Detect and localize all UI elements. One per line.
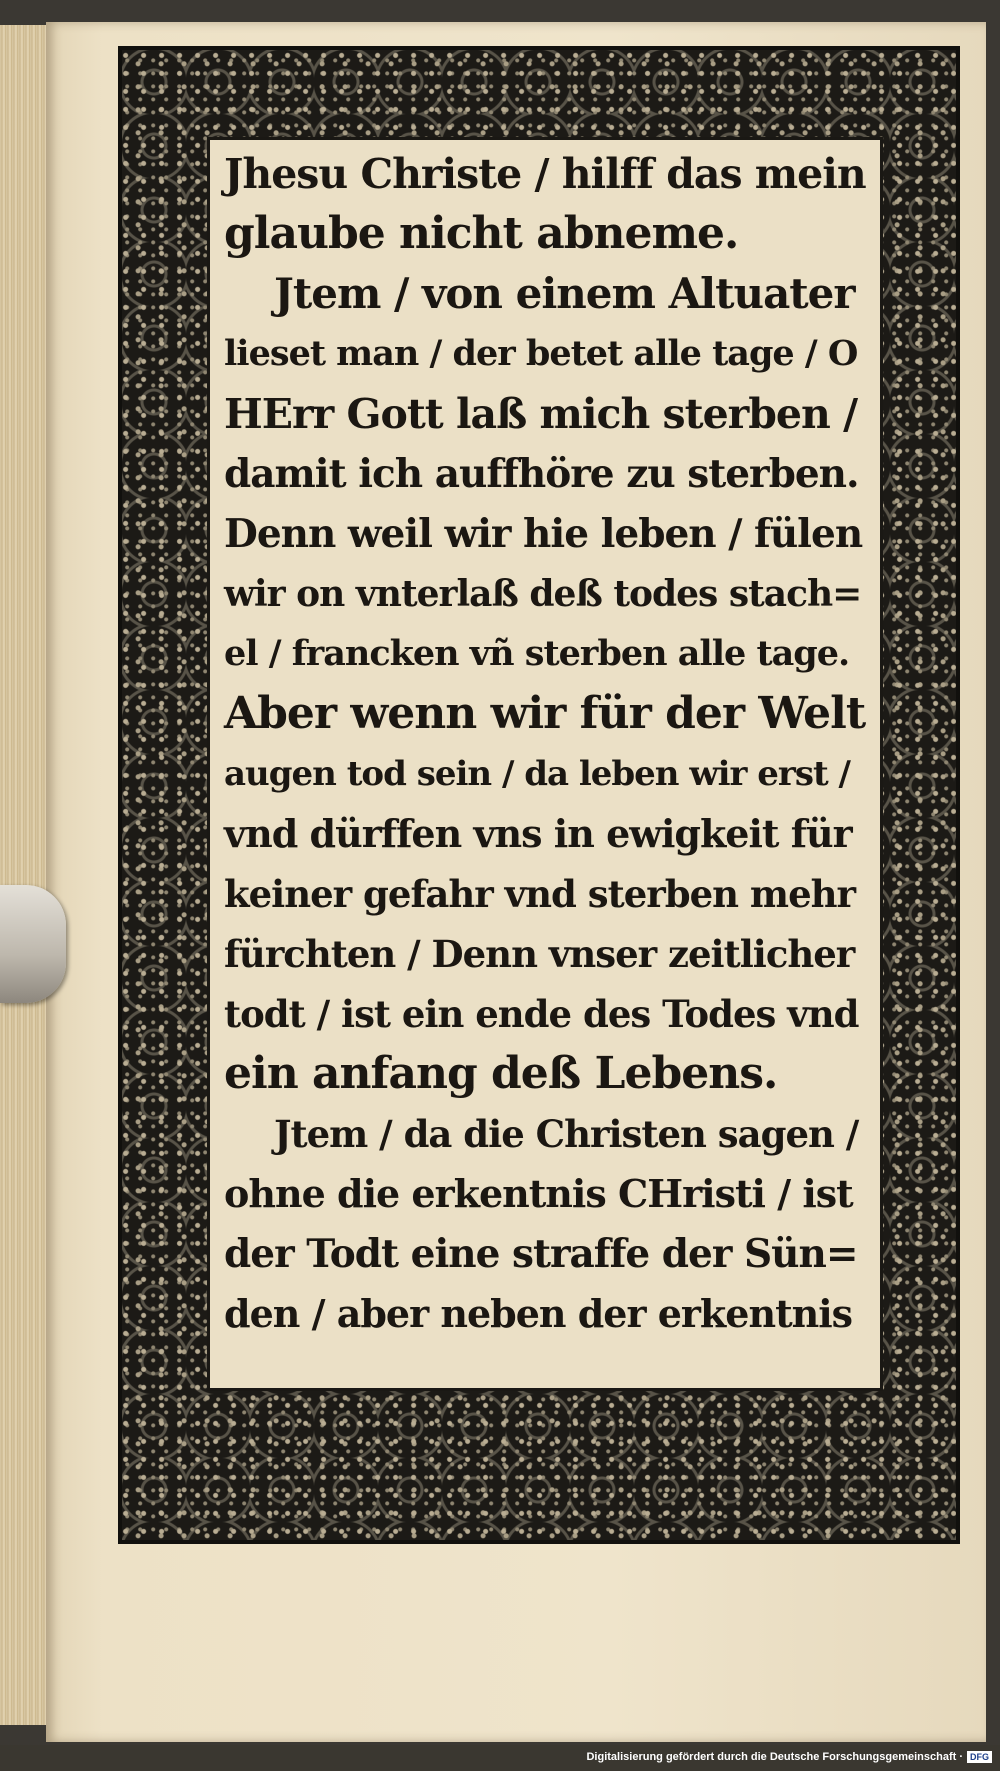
text-line: Jhesu Christe / hilff das mein <box>224 150 866 198</box>
text-line: der Todt eine straffe der Sün= <box>224 1231 858 1277</box>
text-line: todt / ist ein ende des Todes vnd <box>224 992 859 1036</box>
text-line: damit ich auffhöre zu sterben. <box>224 451 859 497</box>
book-clasp <box>0 885 66 1003</box>
text-line: ohne die erkentnis CHristi / ist <box>224 1171 853 1216</box>
text-line: el / francken vñ sterben alle tage. <box>224 633 850 674</box>
text-panel <box>210 140 880 1388</box>
text-line: glaube nicht abneme. <box>224 208 739 259</box>
text-line: den / aber neben der erkentnis <box>224 1291 853 1336</box>
text-line: fürchten / Denn vnser zeitlicher <box>224 932 855 976</box>
text-line: wir on vnterlaß deß todes stach= <box>224 573 862 615</box>
credit-text: Digitalisierung gefördert durch die Deutsche Forschungsgemeinschaft · <box>586 1751 963 1763</box>
text-line: HErr Gott laß mich sterben / <box>224 390 858 438</box>
text-line: Jtem / von einem Altuater <box>274 269 855 318</box>
text-line: lieset man / der betet alle tage / O <box>224 333 858 374</box>
page-text <box>210 140 880 1388</box>
text-line: augen tod sein / da leben wir erst / <box>224 754 850 794</box>
text-line: vnd dürffen vns in ewigkeit für <box>224 811 852 856</box>
digitization-credit <box>586 1749 992 1765</box>
text-line: keiner gefahr vnd sterben mehr <box>224 872 856 916</box>
text-line: ein anfang deß Lebens. <box>224 1048 778 1099</box>
text-line: Jtem / da die Christen sagen / <box>274 1112 859 1156</box>
dfg-logo: DFG <box>967 1751 992 1763</box>
text-line: Denn weil wir hie leben / fülen <box>224 511 863 557</box>
text-line: Aber wenn wir für der Welt <box>224 688 866 739</box>
